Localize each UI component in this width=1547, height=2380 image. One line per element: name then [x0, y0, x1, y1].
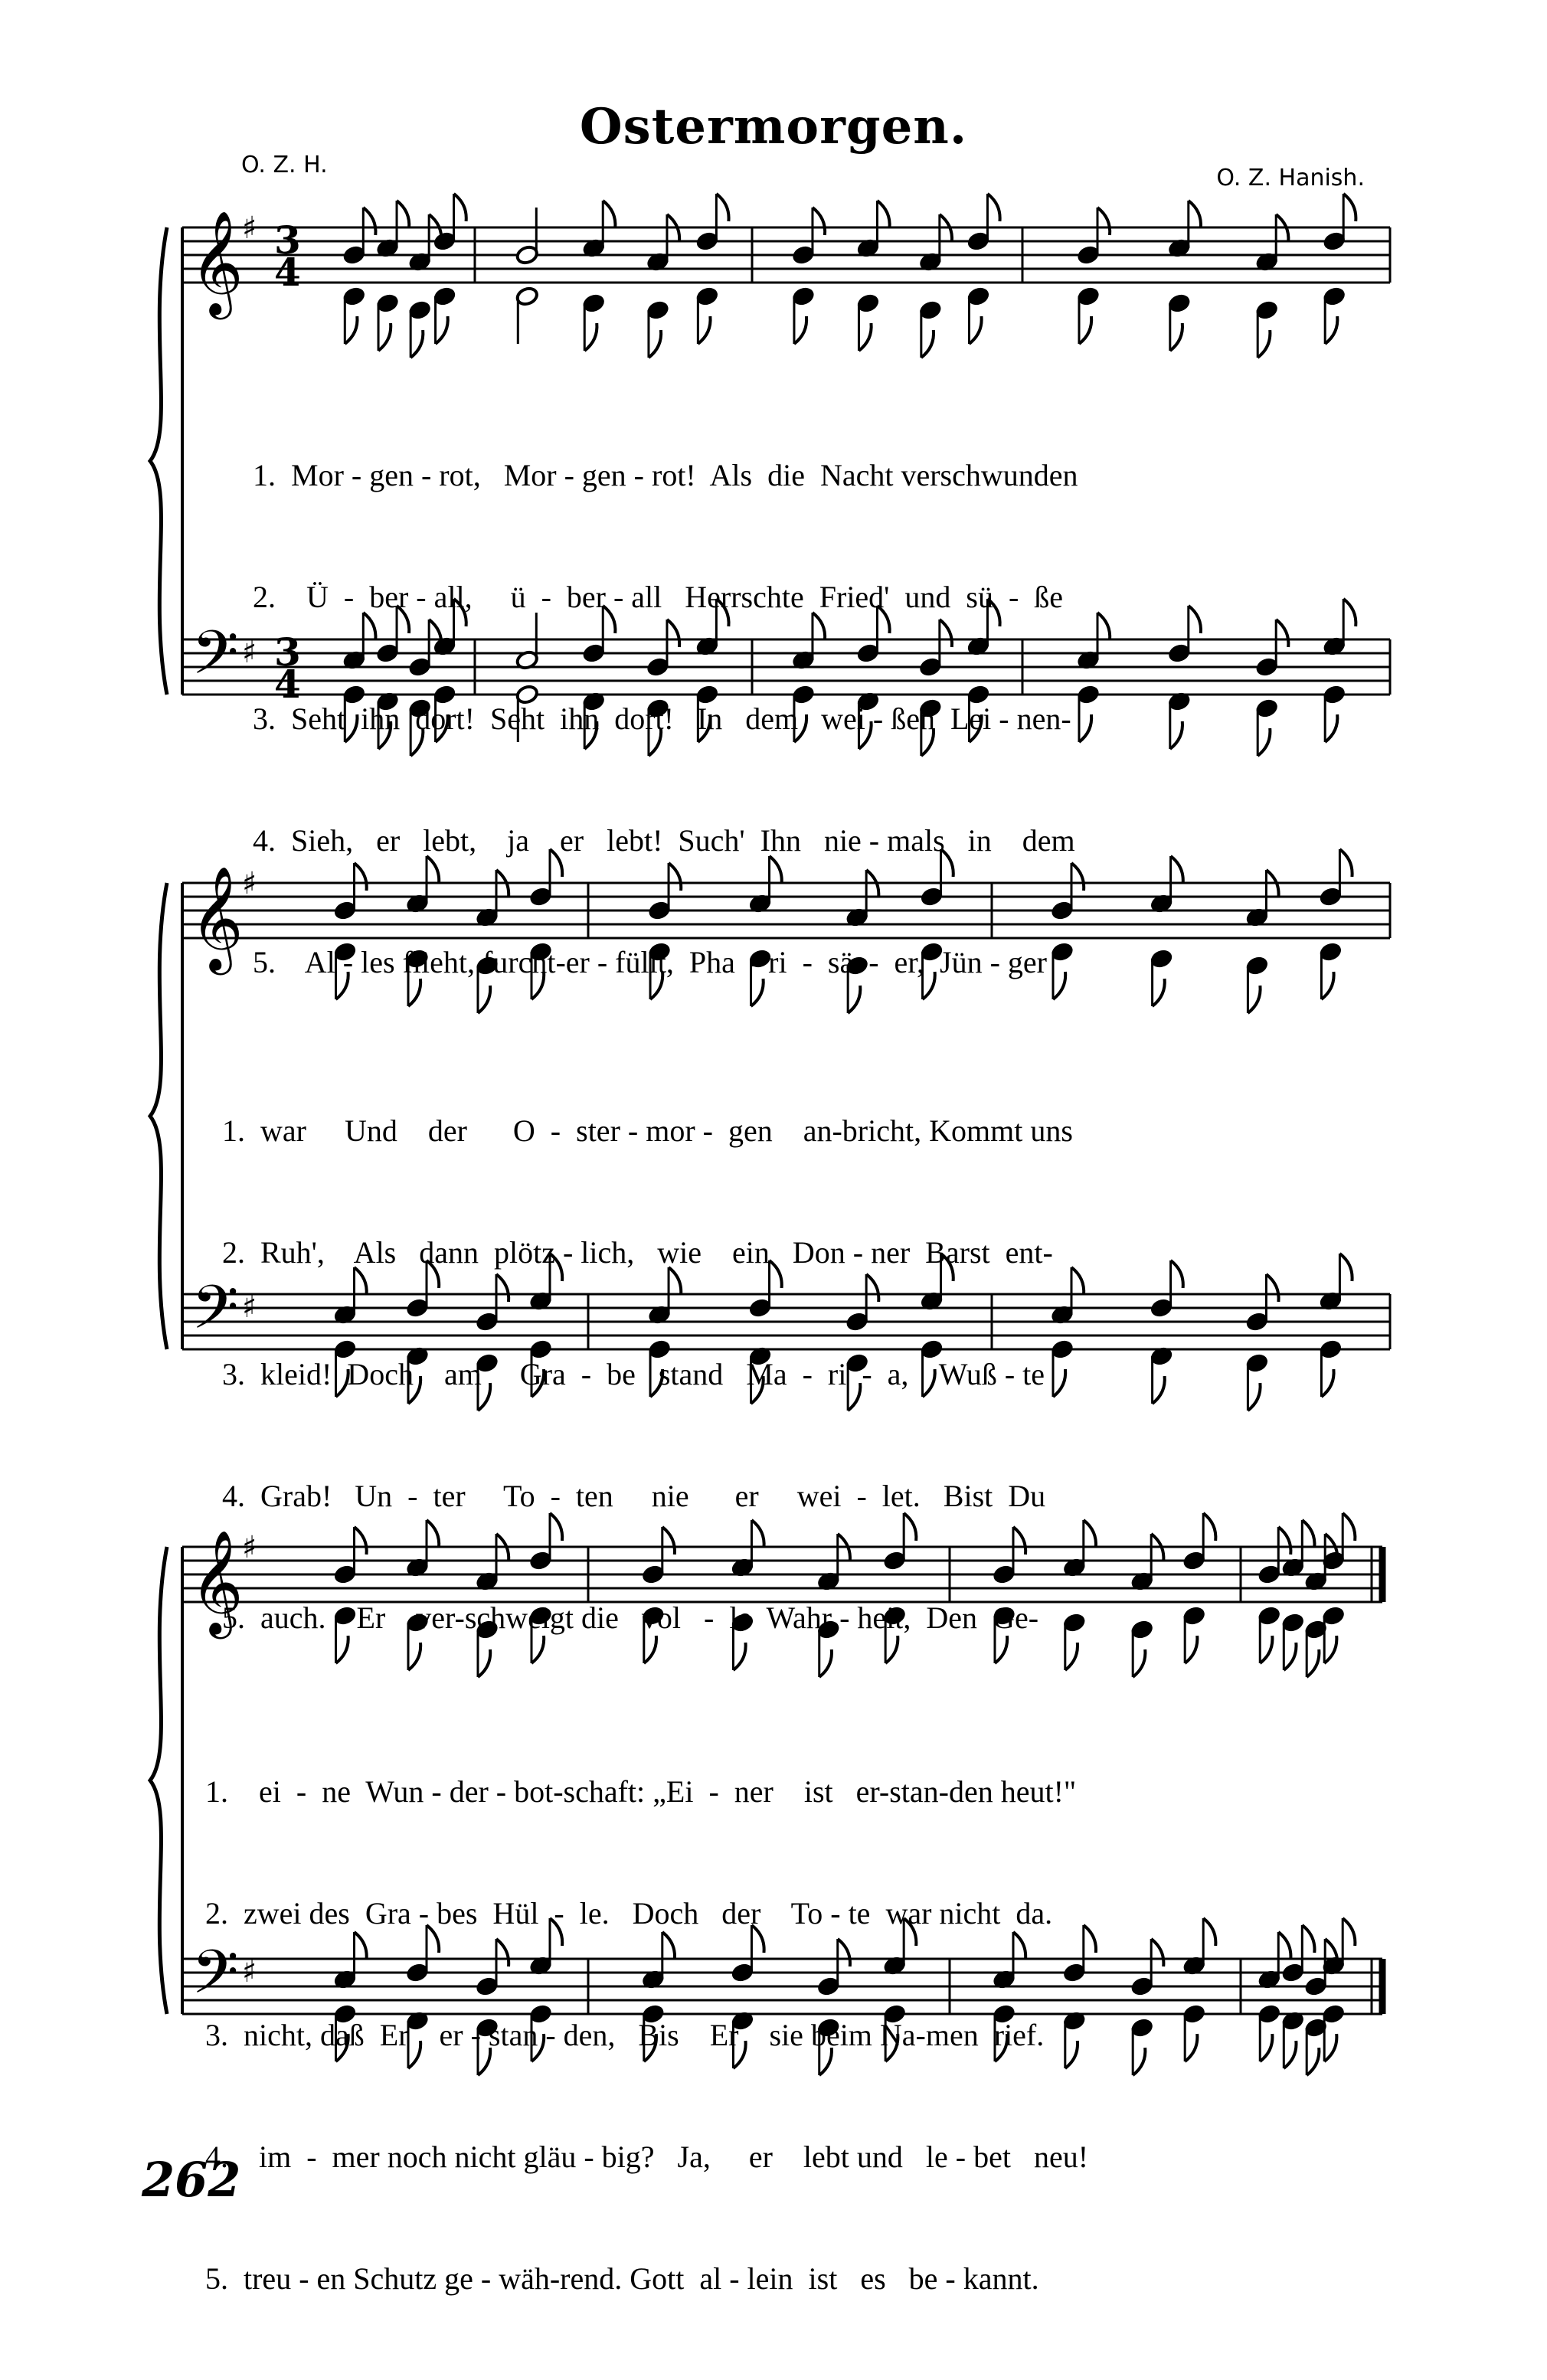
- note-flag: [1079, 714, 1091, 742]
- note-flag: [813, 208, 825, 235]
- note-flag: [1324, 2034, 1336, 2061]
- note-flag: [1278, 1527, 1290, 1555]
- lyricist-initials: O. Z. H.: [241, 152, 328, 178]
- note-flag: [1079, 316, 1091, 344]
- note-flag: [1153, 979, 1165, 1006]
- note-flag: [1339, 1254, 1352, 1281]
- treble-clef: 𝄞: [190, 1528, 244, 1634]
- note-flag: [1276, 620, 1288, 647]
- system-brace: [150, 1547, 167, 2014]
- note-flag: [1185, 2034, 1197, 2061]
- note-flag: [1302, 1520, 1314, 1548]
- note-flag: [436, 316, 448, 344]
- verse-5-line: 5. treu - en Schutz ge - wäh-rend. Gott al - lein ist es be - kannt.: [205, 2261, 1039, 2296]
- verse-5-line: 5. Al - les flieht, furcht-er - füllt, Pha - ri - sä - er, Jün - ger: [253, 945, 1047, 979]
- verse-1-line: 1. war Und der O - ster - mor - gen an-bricht, Kommt uns: [222, 1113, 1073, 1148]
- note-flag: [969, 316, 981, 344]
- hymn-title: Ostermorgen.: [579, 98, 968, 155]
- treble-clef: 𝄞: [190, 865, 244, 970]
- verse-3-line: 3. nicht, daß Er er - stan - den, Bis Er sie beim Na-men rief.: [205, 2018, 1045, 2052]
- note-flag: [1258, 330, 1270, 358]
- note-flag: [1248, 986, 1260, 1013]
- key-signature-sharp: ♯: [242, 635, 257, 670]
- note-flag: [345, 316, 357, 344]
- verse-5-line: 5. auch. Er ver-schweigt die vol - le Wahr - heit, Den Ge-: [222, 1600, 1039, 1635]
- note-flag: [584, 323, 597, 351]
- system-3-lyrics: [205, 1690, 1088, 2380]
- note-flag: [1133, 1649, 1145, 1677]
- bass-clef: 𝄢: [191, 617, 239, 703]
- system-1-lyrics: [253, 374, 1078, 1064]
- note-flag: [1321, 1369, 1333, 1397]
- note-flag: [1097, 208, 1110, 235]
- note-flag: [1153, 1376, 1165, 1404]
- page-number: 262: [142, 2152, 241, 2208]
- note-flag: [1151, 1939, 1163, 1966]
- verse-1-line: 1. ei - ne Wun - der - bot-schaft: „Ei - ner ist er-stan-den heut!": [205, 1774, 1077, 1809]
- time-signature-numerator: 3: [274, 629, 301, 675]
- note-flag: [649, 330, 661, 358]
- note-flag: [877, 201, 889, 228]
- key-signature-sharp: ♯: [242, 211, 257, 246]
- note-flag: [1260, 2034, 1272, 2061]
- time-signature-denominator: 4: [274, 250, 301, 295]
- note-flag: [1307, 2048, 1319, 2075]
- bass-clef: 𝄢: [191, 1937, 239, 2022]
- note-flag: [1170, 323, 1182, 351]
- verse-4-line: 4. Sieh, er lebt, ja er lebt! Such' Ihn nie - mals in dem: [253, 823, 1075, 858]
- key-signature-sharp: ♯: [242, 1290, 257, 1325]
- note-flag: [1071, 1267, 1084, 1295]
- verse-4-line: 4. im - mer noch nicht gläu - big? Ja, er lebt und le - bet neu!: [205, 2140, 1089, 2174]
- note-flag: [859, 323, 871, 351]
- note-flag: [1343, 599, 1356, 626]
- key-signature-sharp: ♯: [242, 866, 257, 901]
- note-flag: [1258, 728, 1270, 756]
- note-flag: [363, 208, 375, 235]
- note-flag: [1260, 1636, 1272, 1663]
- verse-3-line: 3. kleid! Doch am Gra - be stand Ma - ri - a, Wuß - te: [222, 1357, 1045, 1391]
- note-flag: [1170, 721, 1182, 749]
- note-flag: [1307, 1649, 1319, 1677]
- note-flag: [1203, 1513, 1215, 1541]
- key-signature-sharp: ♯: [242, 1954, 257, 1989]
- note-flag: [698, 316, 710, 344]
- note-flag: [378, 323, 391, 351]
- note-flag: [1185, 1636, 1197, 1663]
- verse-2-line: 2. Ruh', Als dann plötz - lich, wie ein Don - ner Barst ent-: [222, 1235, 1053, 1270]
- note-flag: [454, 194, 466, 221]
- system-brace: [150, 883, 167, 1349]
- note-flag: [1325, 316, 1337, 344]
- note-flag: [1097, 613, 1110, 640]
- note-flag: [1084, 1520, 1096, 1548]
- note-flag: [1189, 606, 1201, 633]
- composer-name: O. Z. Hanish.: [1216, 165, 1365, 191]
- note-flag: [410, 330, 423, 358]
- note-flag: [794, 316, 806, 344]
- verse-2-line: 2. Ü - ber - all, ü - ber - all Herrschte Fried' und sü - ße: [253, 580, 1064, 614]
- note-flag: [1324, 1636, 1336, 1663]
- note-flag: [1278, 1932, 1290, 1960]
- system-brace: [150, 227, 167, 695]
- note-flag: [1203, 1918, 1215, 1946]
- note-flag: [1302, 1925, 1314, 1953]
- note-flag: [1343, 194, 1356, 221]
- note-flag: [1284, 1643, 1296, 1670]
- note-flag: [1133, 2048, 1145, 2075]
- note-flag: [1171, 1260, 1183, 1288]
- note-flag: [987, 194, 999, 221]
- note-flag: [1284, 2041, 1296, 2068]
- note-flag: [1343, 1918, 1355, 1946]
- note-flag: [603, 201, 615, 228]
- verse-3-line: 3. Seht ihn dort! Seht ihn dort! In dem wei - ßen Lei - nen-: [253, 701, 1071, 736]
- note-flag: [1266, 1274, 1278, 1302]
- note-flag: [921, 330, 934, 358]
- verse-4-line: 4. Grab! Un - ter To - ten nie er wei - let. Bist Du: [222, 1479, 1046, 1513]
- note-flag: [1171, 856, 1183, 884]
- time-signature-denominator: 4: [274, 662, 301, 707]
- note-flag: [1189, 201, 1201, 228]
- note-flag: [1248, 1383, 1260, 1411]
- note-flag: [1325, 714, 1337, 742]
- treble-clef: 𝄞: [190, 209, 244, 315]
- system-2-lyrics: [222, 1029, 1073, 1719]
- time-signature-numerator: 3: [274, 217, 301, 263]
- note-flag: [1339, 849, 1352, 877]
- note-flag: [397, 201, 409, 228]
- key-signature-sharp: ♯: [242, 1530, 257, 1565]
- note-flag: [1321, 972, 1333, 999]
- note-flag: [1343, 1513, 1355, 1541]
- note-flag: [716, 194, 728, 221]
- verse-2-line: 2. zwei des Gra - bes Hül - le. Doch der To - te war nicht da.: [205, 1896, 1053, 1930]
- verse-1-line: 1. Mor - gen - rot, Mor - gen - rot! Als die Nacht verschwunden: [253, 458, 1078, 492]
- bass-clef: 𝄢: [191, 1272, 239, 1358]
